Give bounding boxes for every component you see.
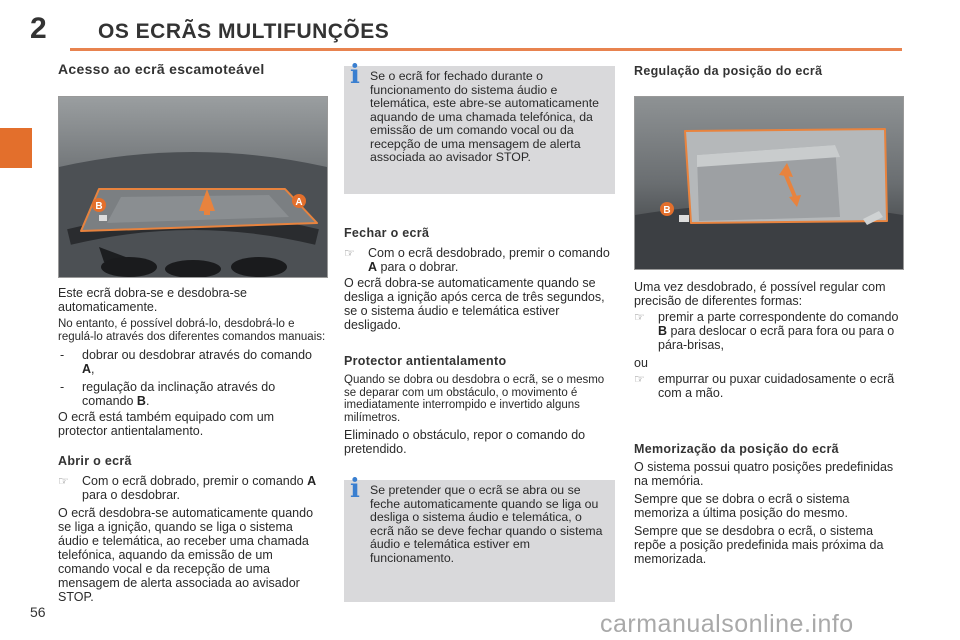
figure-label-b: B bbox=[95, 201, 103, 212]
column-adjust-body bbox=[634, 280, 904, 566]
paragraph-adjust-intro: Uma vez desdobrado, é possível regular com precisão de diferentes formas: bbox=[634, 280, 886, 308]
column-access bbox=[58, 62, 326, 76]
figure-dashboard-folded-screen bbox=[58, 96, 328, 278]
info-box-auto-close bbox=[344, 474, 615, 602]
paragraph-close-auto: O ecrã dobra-se automaticamente quando se desliga a ignição após cerca de três segundos, se o sistema áudio e telemática estiver desligado. bbox=[344, 276, 605, 332]
paragraph-or: ou bbox=[634, 356, 648, 370]
pointing-hand-icon: ☞ bbox=[344, 246, 355, 260]
open-steps-list bbox=[58, 474, 326, 502]
list-item: - regulação da inclinação através do comando B. bbox=[58, 380, 326, 408]
list-item: ☞ Com o ecrã dobrado, premir o comando A para o desdobrar. bbox=[58, 474, 317, 502]
close-steps-list bbox=[344, 246, 615, 274]
adjust-steps-list bbox=[634, 310, 904, 352]
header-rule bbox=[70, 48, 902, 51]
chapter-title: OS ECRÃS MULTIFUNÇÕES bbox=[98, 20, 390, 43]
list-item: - dobrar ou desdobrar através do comando A, bbox=[58, 348, 326, 376]
section-heading-memory: Memorização da posição do ecrã bbox=[634, 442, 839, 456]
manual-controls-list bbox=[58, 348, 326, 408]
figure-label-b: B bbox=[663, 205, 671, 216]
list-item: ☞ premir a parte correspondente do comando B para deslocar o ecrã para fora ou para o pára-brisas, bbox=[634, 310, 899, 352]
info-box-auto-open bbox=[344, 60, 615, 194]
section-heading-adjust: Regulação da posição do ecrã bbox=[634, 64, 823, 78]
info-text: Se o ecrã for fechado durante o funcionamento do sistema áudio e telemática, este abre-se automaticamente aquando de uma chamada telefónica, da emissão de um comando vocal ou da recepção de uma mensagem de alerta associada ao avisador STOP. bbox=[370, 69, 599, 164]
column-adjust bbox=[634, 62, 904, 78]
section-heading-protector: Protector antientalamento bbox=[344, 354, 507, 368]
paragraph-manual-intro: No entanto, é possível dobrá-lo, desdobrá-lo e regulá-lo através dos diferentes comandos manuais: bbox=[58, 318, 326, 343]
page-number: 56 bbox=[30, 604, 46, 620]
list-item: ☞ Com o ecrã desdobrado, premir o comando A para o dobrar. bbox=[344, 246, 610, 274]
figure-label-a: A bbox=[295, 197, 303, 208]
section-heading-access: Acesso ao ecrã escamoteável bbox=[58, 61, 265, 77]
paragraph-open-auto: O ecrã desdobra-se automaticamente quando se liga a ignição, quando se liga o sistema áudio e telemática, ao receber uma chamada telefónica, aquando da emissão de um comando vocal e da recepção de uma mensagem de alerta associada ao avisador STOP. bbox=[58, 506, 314, 604]
info-icon: i bbox=[350, 60, 360, 90]
info-text: Se pretender que o ecrã se abra ou se feche automaticamente quando se liga ou desliga o sistema áudio e telemática, o ecrã não se deve fechar quando o sistema áudio e telemática estiver em funcionamento. bbox=[370, 483, 603, 565]
paragraph-protector-desc: Quando se dobra ou desdobra o ecrã, se o mesmo se deparar com um obstáculo, o movimento é imediatamente interrompido e invertido alguns milímetros. bbox=[344, 374, 605, 424]
chapter-tab bbox=[0, 128, 32, 168]
paragraph-memory-2: Sempre que se dobra o ecrã o sistema memoriza a última posição do mesmo. bbox=[634, 492, 850, 520]
paragraph-protector-reset: Eliminado o obstáculo, repor o comando do pretendido. bbox=[344, 428, 586, 456]
paragraph-memory-3: Sempre que se desdobra o ecrã, o sistema repõe a posição predefinida mais próxima da memorizada. bbox=[634, 524, 884, 566]
adjust-steps-list-2 bbox=[634, 372, 904, 400]
watermark: carmanualsonline.info bbox=[600, 610, 854, 638]
paragraph-protector-note: O ecrã está também equipado com um protector antientalamento. bbox=[58, 410, 275, 438]
paragraph-intro: Este ecrã dobra-se e desdobra-se automaticamente. bbox=[58, 286, 247, 314]
pointing-hand-icon: ☞ bbox=[634, 372, 645, 386]
chapter-number: 2 bbox=[30, 12, 47, 45]
info-icon: i bbox=[350, 474, 360, 504]
column-access-body bbox=[58, 286, 326, 604]
paragraph-memory-1: O sistema possui quatro posições predefinidas na memória. bbox=[634, 460, 894, 488]
pointing-hand-icon: ☞ bbox=[58, 474, 69, 488]
section-heading-open: Abrir o ecrã bbox=[58, 454, 132, 468]
list-item: ☞ empurrar ou puxar cuidadosamente o ecrã com a mão. bbox=[634, 372, 895, 400]
figure-dashboard-raised-screen bbox=[634, 96, 904, 270]
pointing-hand-icon: ☞ bbox=[634, 310, 645, 324]
column-close-body bbox=[344, 226, 615, 456]
section-heading-close: Fechar o ecrã bbox=[344, 226, 430, 240]
